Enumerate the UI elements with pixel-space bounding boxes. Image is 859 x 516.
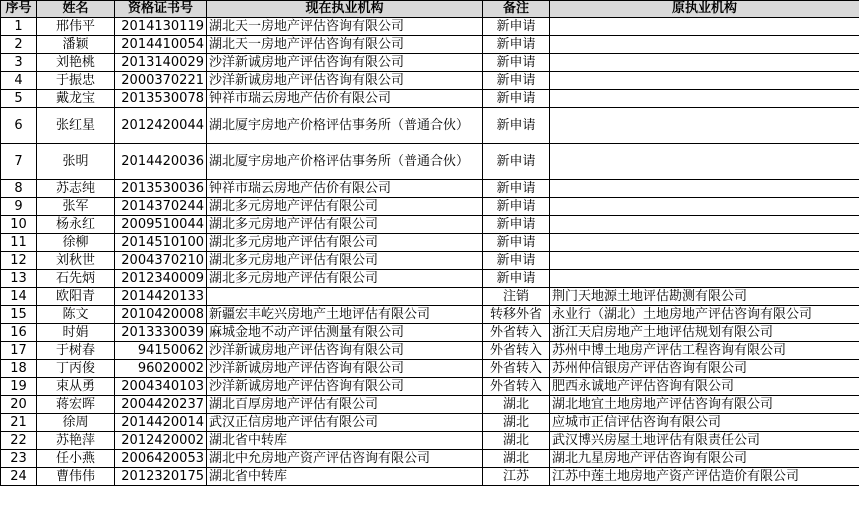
cell-current-org: 湖北厦宇房地产价格评估事务所（普通合伙） bbox=[207, 144, 483, 180]
cell-note: 转移外省 bbox=[483, 306, 550, 324]
table-row bbox=[1, 342, 859, 360]
cell-note: 注销 bbox=[483, 288, 550, 306]
cell-note: 新申请 bbox=[483, 90, 550, 108]
cell-name: 苏志纯 bbox=[37, 180, 115, 198]
cell-no: 21 bbox=[1, 414, 37, 432]
cell-previous-org bbox=[550, 18, 859, 36]
cell-current-org: 沙洋新诚房地产评估咨询有限公司 bbox=[207, 72, 483, 90]
cell-name: 曹伟伟 bbox=[37, 468, 115, 486]
cell-previous-org: 湖北九星房地产评估咨询有限公司 bbox=[550, 450, 859, 468]
header-cert: 资格证书号 bbox=[115, 1, 207, 18]
cell-no: 3 bbox=[1, 54, 37, 72]
cell-previous-org bbox=[550, 180, 859, 198]
cell-cert: 2013140029 bbox=[115, 54, 207, 72]
cell-note: 新申请 bbox=[483, 180, 550, 198]
cell-note: 新申请 bbox=[483, 36, 550, 54]
cell-no: 2 bbox=[1, 36, 37, 54]
cell-note: 新申请 bbox=[483, 54, 550, 72]
cell-note: 新申请 bbox=[483, 72, 550, 90]
table-body bbox=[1, 18, 859, 486]
header-previous-org: 原执业机构 bbox=[550, 1, 859, 18]
cell-no: 5 bbox=[1, 90, 37, 108]
header-note: 备注 bbox=[483, 1, 550, 18]
cell-no: 16 bbox=[1, 324, 37, 342]
table-row bbox=[1, 36, 859, 54]
cell-current-org bbox=[207, 288, 483, 306]
header-current-org: 现在执业机构 bbox=[207, 1, 483, 18]
cell-note: 新申请 bbox=[483, 144, 550, 180]
cell-note: 新申请 bbox=[483, 108, 550, 144]
cell-name: 于树春 bbox=[37, 342, 115, 360]
cell-no: 22 bbox=[1, 432, 37, 450]
cell-name: 陈文 bbox=[37, 306, 115, 324]
cell-no: 17 bbox=[1, 342, 37, 360]
cell-cert: 2012320175 bbox=[115, 468, 207, 486]
table-row bbox=[1, 54, 859, 72]
cell-current-org: 湖北省中转库 bbox=[207, 432, 483, 450]
cell-previous-org: 苏州中博土地房产评估工程咨询有限公司 bbox=[550, 342, 859, 360]
cell-note: 湖北 bbox=[483, 414, 550, 432]
cell-name: 束从勇 bbox=[37, 378, 115, 396]
cell-cert: 2009510044 bbox=[115, 216, 207, 234]
header-row bbox=[1, 1, 859, 18]
table-row bbox=[1, 450, 859, 468]
cell-previous-org bbox=[550, 234, 859, 252]
cell-note: 外省转入 bbox=[483, 378, 550, 396]
cell-current-org: 钟祥市瑞云房地产估价有限公司 bbox=[207, 180, 483, 198]
cell-note: 新申请 bbox=[483, 18, 550, 36]
cell-no: 23 bbox=[1, 450, 37, 468]
cell-note: 新申请 bbox=[483, 234, 550, 252]
cell-cert: 2014410054 bbox=[115, 36, 207, 54]
cell-previous-org bbox=[550, 198, 859, 216]
cell-cert: 2014420014 bbox=[115, 414, 207, 432]
cell-current-org: 湖北多元房地产评估有限公司 bbox=[207, 216, 483, 234]
cell-note: 新申请 bbox=[483, 252, 550, 270]
cell-note: 外省转入 bbox=[483, 324, 550, 342]
cell-previous-org bbox=[550, 252, 859, 270]
cell-previous-org: 江苏中莲土地房地产资产评估造价有限公司 bbox=[550, 468, 859, 486]
cell-name: 刘艳桃 bbox=[37, 54, 115, 72]
cell-cert: 2012420044 bbox=[115, 108, 207, 144]
cell-previous-org: 肥西永诚地产评估咨询有限公司 bbox=[550, 378, 859, 396]
cell-note: 江苏 bbox=[483, 468, 550, 486]
cell-no: 11 bbox=[1, 234, 37, 252]
table-row bbox=[1, 108, 859, 144]
cell-note: 外省转入 bbox=[483, 342, 550, 360]
cell-cert: 2014510100 bbox=[115, 234, 207, 252]
cell-cert: 2004370210 bbox=[115, 252, 207, 270]
cell-cert: 2013530036 bbox=[115, 180, 207, 198]
cell-previous-org bbox=[550, 36, 859, 54]
table-row bbox=[1, 72, 859, 90]
cell-note: 湖北 bbox=[483, 396, 550, 414]
cell-no: 7 bbox=[1, 144, 37, 180]
header-no: 序号 bbox=[1, 1, 37, 18]
cell-name: 时娟 bbox=[37, 324, 115, 342]
cell-no: 15 bbox=[1, 306, 37, 324]
table-row bbox=[1, 288, 859, 306]
cell-previous-org bbox=[550, 216, 859, 234]
cell-cert: 2014420036 bbox=[115, 144, 207, 180]
cell-current-org: 新疆宏丰屹兴房地产土地评估有限公司 bbox=[207, 306, 483, 324]
cell-cert: 2012420002 bbox=[115, 432, 207, 450]
cell-no: 4 bbox=[1, 72, 37, 90]
cell-name: 任小燕 bbox=[37, 450, 115, 468]
cell-name: 于振忠 bbox=[37, 72, 115, 90]
cell-name: 欧阳青 bbox=[37, 288, 115, 306]
cell-cert: 2014130119 bbox=[115, 18, 207, 36]
cell-previous-org: 苏州仲信银房产评估咨询有限公司 bbox=[550, 360, 859, 378]
cell-current-org: 湖北天一房地产评估咨询有限公司 bbox=[207, 36, 483, 54]
cell-previous-org bbox=[550, 90, 859, 108]
table-row bbox=[1, 234, 859, 252]
cell-cert: 2013330039 bbox=[115, 324, 207, 342]
cell-cert: 2014370244 bbox=[115, 198, 207, 216]
cell-no: 14 bbox=[1, 288, 37, 306]
cell-note: 新申请 bbox=[483, 270, 550, 288]
cell-note: 新申请 bbox=[483, 198, 550, 216]
cell-current-org: 湖北省中转库 bbox=[207, 468, 483, 486]
cell-previous-org: 湖北地宜土地房地产评估咨询有限公司 bbox=[550, 396, 859, 414]
cell-name: 张明 bbox=[37, 144, 115, 180]
cell-previous-org bbox=[550, 72, 859, 90]
cell-note: 湖北 bbox=[483, 450, 550, 468]
cell-no: 19 bbox=[1, 378, 37, 396]
cell-no: 10 bbox=[1, 216, 37, 234]
cell-current-org: 湖北百厚房地产评估有限公司 bbox=[207, 396, 483, 414]
cell-cert: 2000370221 bbox=[115, 72, 207, 90]
table-row bbox=[1, 18, 859, 36]
cell-current-org: 沙洋新诚房地产评估咨询有限公司 bbox=[207, 342, 483, 360]
cell-no: 18 bbox=[1, 360, 37, 378]
cell-current-org: 湖北多元房地产评估有限公司 bbox=[207, 198, 483, 216]
cell-note: 新申请 bbox=[483, 216, 550, 234]
cell-current-org: 湖北多元房地产评估有限公司 bbox=[207, 234, 483, 252]
cell-no: 6 bbox=[1, 108, 37, 144]
cell-name: 徐周 bbox=[37, 414, 115, 432]
cell-current-org: 武汉正信房地产评估有限公司 bbox=[207, 414, 483, 432]
table-row bbox=[1, 468, 859, 486]
cell-current-org: 沙洋新诚房地产评估咨询有限公司 bbox=[207, 378, 483, 396]
cell-current-org: 钟祥市瑞云房地产估价有限公司 bbox=[207, 90, 483, 108]
table-row bbox=[1, 414, 859, 432]
cell-current-org: 湖北天一房地产评估咨询有限公司 bbox=[207, 18, 483, 36]
cell-name: 张红星 bbox=[37, 108, 115, 144]
cell-current-org: 沙洋新诚房地产评估咨询有限公司 bbox=[207, 360, 483, 378]
cell-no: 13 bbox=[1, 270, 37, 288]
cell-no: 9 bbox=[1, 198, 37, 216]
cell-current-org: 湖北多元房地产评估有限公司 bbox=[207, 270, 483, 288]
cell-previous-org: 武汉博兴房屋土地评估有限责任公司 bbox=[550, 432, 859, 450]
cell-current-org: 湖北中允房地产资产评估咨询有限公司 bbox=[207, 450, 483, 468]
cell-previous-org bbox=[550, 54, 859, 72]
cell-current-org: 沙洋新诚房地产评估咨询有限公司 bbox=[207, 54, 483, 72]
table-row bbox=[1, 378, 859, 396]
cell-no: 24 bbox=[1, 468, 37, 486]
cell-current-org: 湖北厦宇房地产价格评估事务所（普通合伙） bbox=[207, 108, 483, 144]
table-row bbox=[1, 90, 859, 108]
cell-cert: 2013530078 bbox=[115, 90, 207, 108]
cell-no: 20 bbox=[1, 396, 37, 414]
cell-previous-org bbox=[550, 270, 859, 288]
cell-name: 蒋宏晖 bbox=[37, 396, 115, 414]
table-row bbox=[1, 324, 859, 342]
table-row bbox=[1, 396, 859, 414]
cell-previous-org: 荆门天地源土地评估勘测有限公司 bbox=[550, 288, 859, 306]
cell-previous-org: 浙江天启房地产土地评估规划有限公司 bbox=[550, 324, 859, 342]
cell-name: 丁丙俊 bbox=[37, 360, 115, 378]
cell-note: 湖北 bbox=[483, 432, 550, 450]
table-row bbox=[1, 216, 859, 234]
cell-current-org: 湖北多元房地产评估有限公司 bbox=[207, 252, 483, 270]
table-row bbox=[1, 360, 859, 378]
cell-no: 8 bbox=[1, 180, 37, 198]
table-row bbox=[1, 432, 859, 450]
table-row bbox=[1, 306, 859, 324]
cell-name: 石先炳 bbox=[37, 270, 115, 288]
cell-cert: 96020002 bbox=[115, 360, 207, 378]
cell-name: 徐柳 bbox=[37, 234, 115, 252]
cell-name: 邢伟平 bbox=[37, 18, 115, 36]
cell-cert: 94150062 bbox=[115, 342, 207, 360]
cell-current-org: 麻城金地不动产评估测量有限公司 bbox=[207, 324, 483, 342]
table-row bbox=[1, 198, 859, 216]
cell-name: 张军 bbox=[37, 198, 115, 216]
cell-cert: 2010420008 bbox=[115, 306, 207, 324]
cell-no: 1 bbox=[1, 18, 37, 36]
table-row bbox=[1, 270, 859, 288]
cell-name: 苏艳萍 bbox=[37, 432, 115, 450]
cell-cert: 2014420133 bbox=[115, 288, 207, 306]
cell-cert: 2006420053 bbox=[115, 450, 207, 468]
cell-note: 外省转入 bbox=[483, 360, 550, 378]
cell-name: 刘秋世 bbox=[37, 252, 115, 270]
cell-cert: 2012340009 bbox=[115, 270, 207, 288]
cell-cert: 2004340103 bbox=[115, 378, 207, 396]
table-row bbox=[1, 180, 859, 198]
table-row bbox=[1, 144, 859, 180]
cell-name: 潘颖 bbox=[37, 36, 115, 54]
cell-cert: 2004420237 bbox=[115, 396, 207, 414]
header-name: 姓名 bbox=[37, 1, 115, 18]
cell-previous-org: 永业行（湖北）土地房地产评估咨询有限公司 bbox=[550, 306, 859, 324]
cell-previous-org bbox=[550, 144, 859, 180]
cell-name: 戴龙宝 bbox=[37, 90, 115, 108]
cell-previous-org: 应城市正信评估咨询有限公司 bbox=[550, 414, 859, 432]
cell-no: 12 bbox=[1, 252, 37, 270]
table-row bbox=[1, 252, 859, 270]
cell-name: 杨永红 bbox=[37, 216, 115, 234]
cell-previous-org bbox=[550, 108, 859, 144]
